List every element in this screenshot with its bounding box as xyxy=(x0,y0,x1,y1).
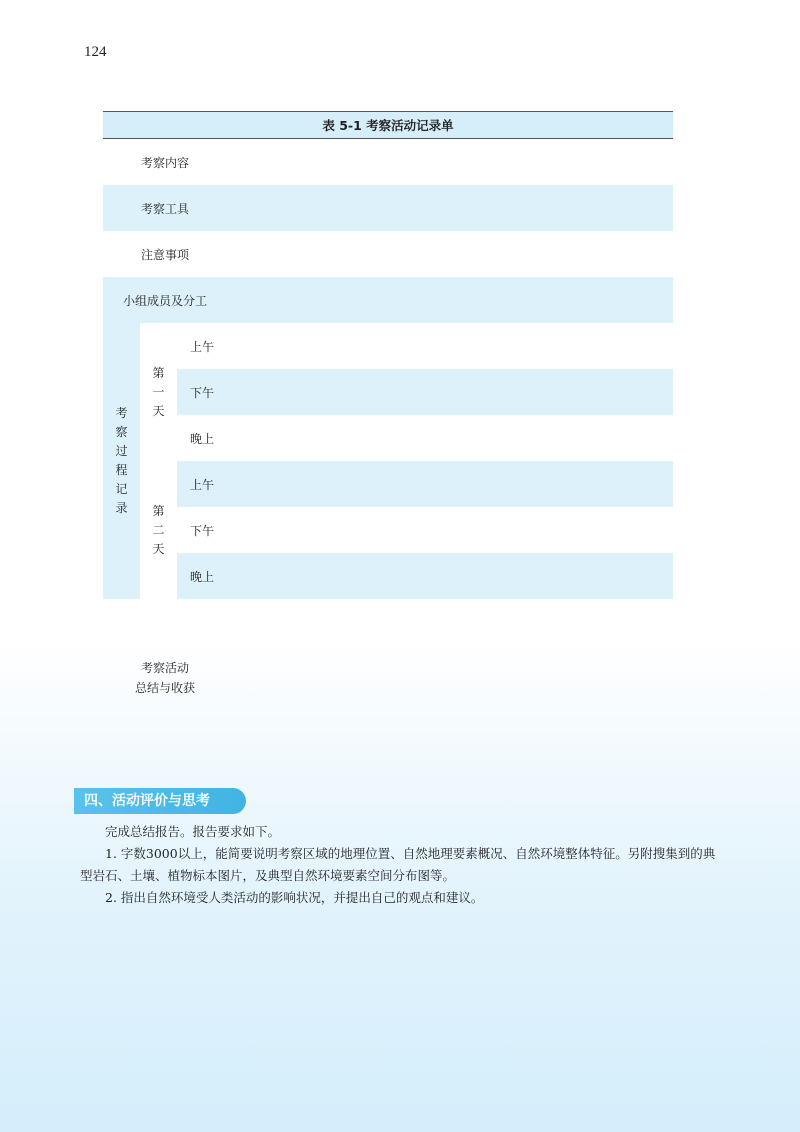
process-record-label xyxy=(103,323,140,599)
day-char: 第 xyxy=(152,503,165,518)
day-char: 第 xyxy=(152,365,165,380)
row-label-tools: 考察工具 xyxy=(103,185,227,231)
table-title: 表 5-1 考察活动记录单 xyxy=(103,112,673,139)
requirement-item-1: 1. 字数3000以上，能简要说明考察区域的地理位置、自然地理要素概况、自然环境整体特征。另附搜集到的典型岩石、土壤、植物标本图片，及典型自然环境要素空间分布图等。 xyxy=(80,846,716,883)
row-label-notes: 注意事项 xyxy=(140,247,189,262)
day2-evening-label: 晚上 xyxy=(177,553,227,599)
summary-cell xyxy=(227,599,673,757)
day-char: 天 xyxy=(152,541,165,556)
day1-label xyxy=(140,323,177,461)
process-char: 记 xyxy=(115,482,128,496)
day2-evening-cell xyxy=(227,553,673,599)
intro-paragraph: 完成总结报告。报告要求如下。 xyxy=(105,824,281,839)
day-char: 二 xyxy=(152,522,165,537)
summary-label xyxy=(103,599,227,757)
members-cell xyxy=(227,277,673,323)
day-char: 天 xyxy=(152,403,165,418)
summary-label-line1: 考察活动 xyxy=(140,661,189,675)
day1-evening-cell xyxy=(227,415,673,461)
tools-cell xyxy=(227,185,673,231)
activity-record-table xyxy=(103,111,673,757)
process-char: 录 xyxy=(115,501,128,515)
day2-morning-label: 上午 xyxy=(177,461,227,507)
notes-cell xyxy=(227,231,673,277)
day2-afternoon-cell xyxy=(227,507,673,553)
process-char: 过 xyxy=(115,444,128,458)
day-char: 一 xyxy=(152,384,165,399)
content-cell xyxy=(227,139,673,186)
summary-label-line2: 总结与收获 xyxy=(134,681,195,695)
row-label-members: 小组成员及分工 xyxy=(103,277,227,323)
day2-afternoon-label: 下午 xyxy=(190,523,215,538)
process-char: 考 xyxy=(115,406,128,420)
day1-afternoon-label: 下午 xyxy=(177,369,227,415)
day1-evening-label: 晚上 xyxy=(190,431,215,446)
page-number: 124 xyxy=(84,44,107,60)
day1-morning-label: 上午 xyxy=(190,339,215,354)
row-label-content: 考察内容 xyxy=(140,155,189,170)
process-char: 察 xyxy=(115,425,128,439)
section-heading: 四、活动评价与思考 xyxy=(74,788,246,814)
requirement-item-2: 2. 指出自然环境受人类活动的影响状况，并提出自己的观点和建议。 xyxy=(105,890,484,905)
day2-label xyxy=(140,461,177,599)
process-char: 程 xyxy=(115,463,128,477)
day1-morning-cell xyxy=(227,323,673,369)
day2-morning-cell xyxy=(227,461,673,507)
day1-afternoon-cell xyxy=(227,369,673,415)
section-body xyxy=(80,821,720,909)
